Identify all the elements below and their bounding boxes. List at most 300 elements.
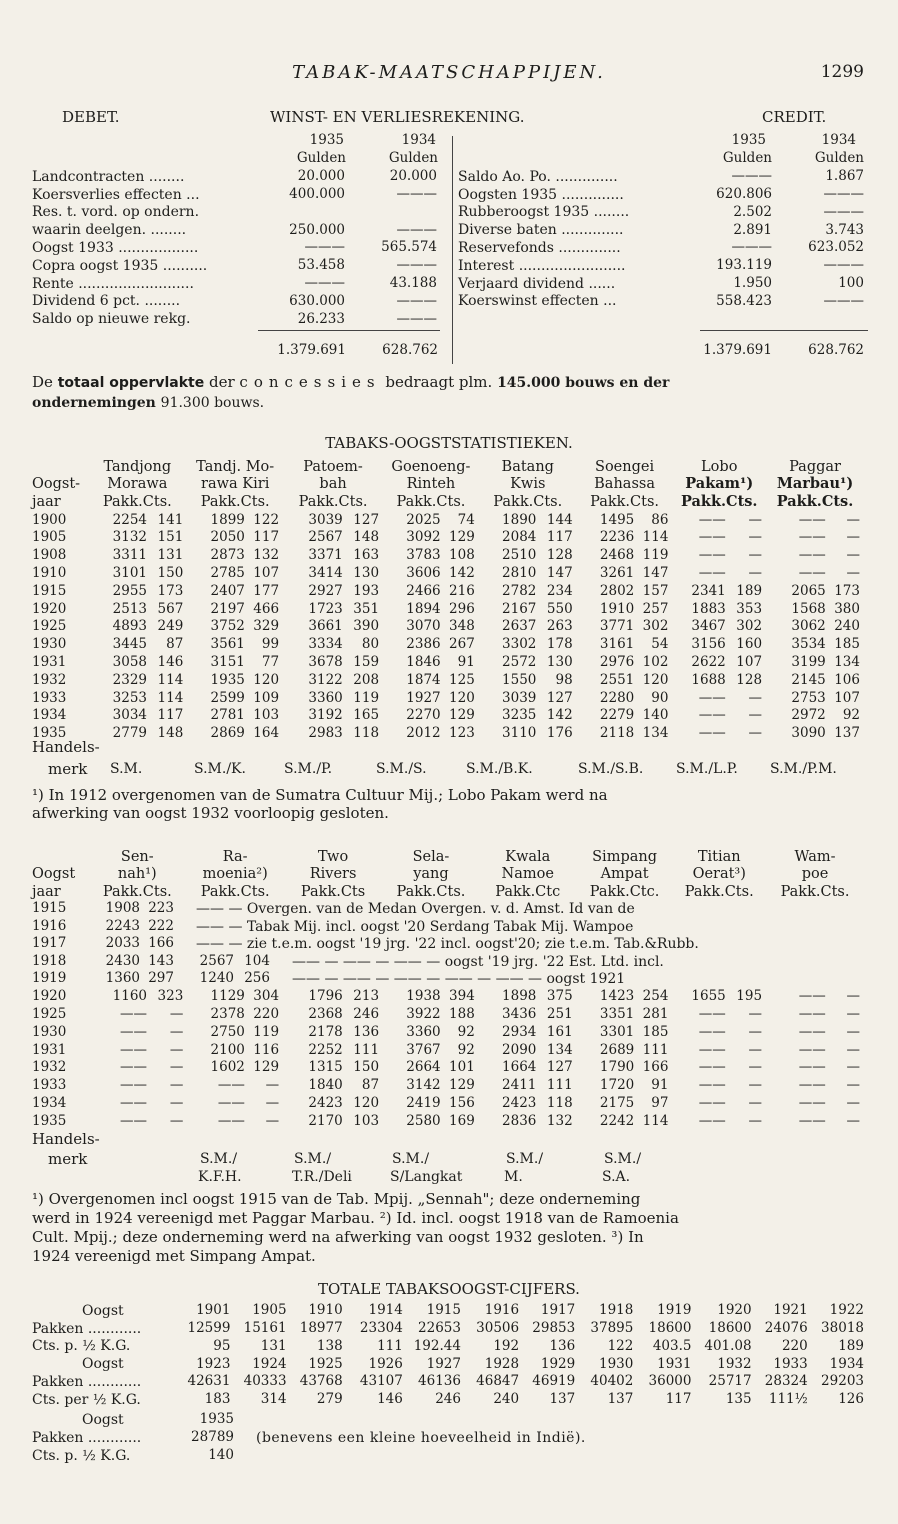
stats2-value: 2689: [599, 1041, 635, 1058]
stats1-value: 3092: [406, 529, 441, 546]
stats1-value: 2599: [210, 689, 245, 706]
stats1-header-cell: Marbau¹): [776, 475, 854, 493]
credit-amount-1935: 558.423: [716, 292, 772, 309]
stats2-value: 246: [353, 1005, 380, 1022]
totals-value: 40333: [243, 1373, 287, 1390]
stats2-value: 1796: [308, 988, 343, 1005]
stats1-value: ——: [698, 547, 726, 564]
stats1-value: 2050: [210, 529, 245, 546]
stats2-value: 129: [253, 1059, 280, 1076]
debet-label: Res. t. vord. op ondern.: [32, 204, 200, 221]
totals-value: 1925: [308, 1355, 343, 1372]
stats2-header-row: [32, 884, 864, 902]
stats1-value: 2197: [210, 600, 245, 617]
stats1-year-row: [32, 672, 864, 690]
stats2-value: —: [846, 1094, 860, 1111]
stats1-header-cell: Patoem-: [303, 458, 363, 475]
totals-value: 126: [838, 1391, 864, 1408]
totals-value: 1916: [484, 1302, 520, 1319]
totals-value: 131: [260, 1337, 287, 1354]
debet-amount-1935: ———: [304, 274, 345, 291]
credit-amount-1935: 620.806: [716, 185, 772, 202]
totals-value: 189: [838, 1337, 864, 1354]
stats1-value: 3445: [112, 636, 148, 653]
stats2-value: 166: [642, 1059, 669, 1076]
stats2-value: 1790: [599, 1059, 635, 1076]
stats1-header-cell: Oogst-: [32, 476, 81, 493]
stats1-value: 2927: [308, 582, 343, 599]
stats2-year: 1920: [32, 988, 67, 1005]
stats1-note-2: afwerking van oogst 1932 voorloopig gesloten.: [32, 804, 389, 822]
right-unit-1: Gulden: [722, 150, 772, 166]
stats1-value: —: [748, 689, 763, 706]
totals-value: 43107: [359, 1373, 403, 1390]
debet-label: Dividend 6 pct. ........: [32, 293, 181, 310]
stats2-year-row: [32, 1113, 864, 1131]
totals-value: 401.08: [704, 1337, 752, 1354]
totals-value: 18600: [708, 1319, 752, 1336]
stats2-header-cell: Pakk.Cts.: [780, 884, 850, 901]
stats1-value: 148: [157, 725, 184, 742]
stats2-header-cell: Rivers: [309, 866, 357, 883]
debet-amount-1934: ———: [396, 310, 437, 327]
stats1-value: 119: [642, 547, 669, 564]
debet-row: [32, 310, 437, 328]
stats1-handelsmerk-label-2: merk: [48, 760, 88, 778]
stats1-value: 2622: [691, 653, 726, 670]
stats2-value: 134: [546, 1041, 573, 1058]
stats1-value: 114: [642, 529, 669, 546]
credit-label: Oogsten 1935 ..............: [458, 186, 624, 203]
stats1-header-cell: Pakk.Cts.: [776, 493, 854, 511]
debet-label: Rente ..........................: [32, 275, 194, 292]
stats1-header-cell: Kwis: [510, 476, 546, 493]
stats2-special-pakken-2: 2567: [199, 952, 234, 969]
stats1-year-row: [32, 725, 864, 743]
stats1-value: 2084: [502, 529, 537, 546]
stats1-note-1: ¹) In 1912 overgenomen van de Sumatra Cultuur Mij.; Lobo Pakam werd na: [32, 786, 608, 804]
totals-value: 135: [725, 1391, 752, 1408]
stats1-value: 177: [253, 582, 280, 599]
stats1-value: 119: [353, 689, 380, 706]
credit-heading: CREDIT.: [762, 108, 827, 126]
stats1-year: 1905: [32, 529, 67, 546]
stats1-title: TABAKS-OOGSTSTATISTIEKEN.: [325, 434, 573, 452]
stats1-trademark: S.M./P.M.: [770, 761, 837, 777]
totals-value: 1929: [540, 1355, 576, 1372]
stats2-special-year: 1919: [32, 970, 67, 987]
stats1-year-row: [32, 600, 864, 618]
stats1-value: 2466: [406, 582, 441, 599]
credit-amount-1934: ———: [823, 292, 864, 309]
totals-row: [32, 1391, 864, 1409]
totals-oogst-1935-label: Oogst: [82, 1412, 124, 1428]
stats1-value: 380: [834, 600, 860, 617]
stats2-header-cell: Namoe: [501, 866, 554, 883]
page-header: [0, 62, 898, 86]
debet-amount-1934: ———: [396, 292, 437, 309]
stats1-value: 1846: [406, 653, 441, 670]
totals-value: 38018: [821, 1319, 864, 1336]
credit-row: [458, 168, 864, 186]
credit-label: Verjaard dividend ......: [458, 275, 616, 292]
stats2-value: 185: [642, 1023, 669, 1040]
debet-amount-1935: 26.233: [297, 310, 345, 327]
stats1-trademark: S.M./B.K.: [466, 761, 533, 777]
stats2-value: 1602: [210, 1059, 245, 1076]
stats1-value: 2873: [210, 547, 245, 564]
stats2-year: 1935: [32, 1112, 67, 1129]
pl-divider: [452, 136, 453, 364]
stats1-header-cell: Soengei: [595, 458, 655, 475]
stats2-special-pakken-2: 1240: [199, 970, 234, 987]
stats2-header-cell: Pakk.Cts.: [396, 884, 466, 901]
stats1-value: 129: [449, 707, 475, 724]
stats2-year: 1932: [32, 1059, 67, 1076]
debet-label: Copra oogst 1935 ..........: [32, 257, 208, 274]
area-amount: 145.000 bouws en der: [497, 375, 670, 391]
stats1-value: 193: [353, 582, 380, 599]
stats2-value: 1423: [599, 988, 635, 1005]
stats1-value: 267: [449, 636, 475, 653]
stats2-year-row: [32, 1059, 864, 1077]
totals-value: 137: [607, 1391, 634, 1408]
stats1-value: 3235: [502, 707, 537, 724]
stats2-value: 2664: [406, 1059, 441, 1076]
stats1-handelsmerk-label-1: Handels-: [32, 738, 100, 756]
stats2-value: 254: [642, 988, 669, 1005]
stats1-header-cell: Goenoeng-: [391, 458, 471, 475]
stats2-value: 1720: [599, 1077, 635, 1094]
stats1-value: 1927: [406, 689, 441, 706]
debet-amount-1934: ———: [396, 185, 437, 202]
stats2-value: —: [169, 1005, 184, 1022]
stats1-value: ——: [798, 547, 826, 564]
stats1-value: 80: [361, 636, 380, 653]
totals-value: 1920: [717, 1302, 752, 1319]
totals-cts-1935-label: Cts. p. ½ K.G.: [32, 1448, 131, 1464]
credit-amount-1934: ———: [823, 203, 864, 220]
stats2-value: 2423: [502, 1094, 537, 1111]
stats2-value: ——: [798, 1059, 826, 1076]
stats1-value: 87: [166, 636, 184, 653]
stats1-year: 1935: [32, 725, 67, 742]
stats1-value: 3058: [112, 653, 148, 670]
stats1-value: 150: [157, 564, 184, 581]
totals-value: 1919: [657, 1302, 692, 1319]
stats2-value: —: [846, 1059, 860, 1076]
credit-amount-1935: 1.950: [733, 274, 772, 291]
totals-label: Oogst: [82, 1302, 124, 1319]
stats1-year-row: [32, 689, 864, 707]
stats2-value: ——: [798, 1041, 826, 1058]
stats1-value: 128: [736, 671, 763, 688]
stats2-value: —: [265, 1094, 280, 1111]
stats1-value: ——: [698, 725, 726, 742]
stats1-header-cell: Pakk.Cts.: [590, 494, 660, 511]
credit-label: Reservefonds ..............: [458, 240, 621, 257]
stats1-value: 3311: [112, 547, 148, 564]
stats1-value: 106: [834, 671, 860, 688]
stats2-value: —: [748, 1094, 763, 1111]
stats1-trademark: S.M./L.P.: [676, 761, 738, 777]
stats2-value: —: [748, 1023, 763, 1040]
stats2-note-2: werd in 1924 vereenigd met Paggar Marbau. ²) Id. incl. oogst 1918 van de Ramoenia: [32, 1209, 679, 1227]
stats1-value: 257: [642, 600, 669, 617]
stats1-value: 240: [834, 618, 860, 635]
left-total-1935: 1.379.691: [277, 342, 346, 358]
stats1-value: 3334: [308, 636, 343, 653]
stats1-value: 263: [546, 618, 573, 635]
stats1-value: 90: [651, 689, 669, 706]
stats2-value: —: [748, 1077, 763, 1094]
right-total-1935: 1.379.691: [703, 342, 772, 358]
totals-value: 111½: [768, 1391, 808, 1408]
stats1-header-cell: rawa Kiri: [201, 476, 270, 493]
stats2-note-1: ¹) Overgenomen incl oogst 1915 van de Tab. Mpij. „Sennah"; deze onderneming: [32, 1190, 641, 1208]
stats1-value: 390: [353, 618, 380, 635]
stats2-year: 1930: [32, 1023, 67, 1040]
totals-value: 1918: [598, 1302, 634, 1319]
stats1-value: 3151: [210, 653, 245, 670]
stats2-value: 195: [736, 988, 763, 1005]
stats1-header-cell: Paggar: [789, 458, 841, 475]
area-ondernemingen: ondernemingen: [32, 395, 156, 411]
stats2-header-cell: Titian: [697, 848, 741, 865]
stats1-year: 1932: [32, 671, 67, 688]
stats2-value: 2175: [599, 1094, 635, 1111]
stats1-value: 173: [157, 582, 184, 599]
stats1-header-cell: Pakam¹): [685, 475, 754, 493]
stats2-value: 3142: [406, 1077, 441, 1094]
stats1-value: 157: [642, 582, 669, 599]
debet-amount-1934: 43.188: [389, 274, 437, 291]
stats2-special-text: —— — —— — —— — —— — —— — oogst 1921: [292, 971, 626, 988]
totals-row: [32, 1355, 864, 1373]
totals-cts-1935: 140: [208, 1447, 234, 1463]
stats2-special-cts: 297: [148, 970, 174, 987]
area-spaced-word: concessies: [239, 373, 381, 391]
stats2-header-cell: Pakk.Ctc.: [589, 884, 660, 901]
totals-value: 46847: [476, 1373, 520, 1390]
stats1-year: 1908: [32, 547, 67, 564]
stats2-value: 136: [353, 1023, 380, 1040]
stats1-value: 2468: [599, 547, 635, 564]
stats2-trademark-line-1: S.M./: [506, 1151, 544, 1167]
stats1-value: 3771: [599, 618, 635, 635]
stats2-value: 101: [449, 1059, 475, 1076]
stats1-value: 2407: [210, 582, 245, 599]
stats2-special-pakken: 2033: [105, 935, 140, 952]
stats1-year-row: [32, 511, 864, 529]
totals-value: 28324: [764, 1373, 808, 1390]
stats2-handelsmerk-label-1: Handels-: [32, 1130, 100, 1148]
stats1-value: 3302: [502, 636, 537, 653]
totals-value: 25717: [708, 1373, 752, 1390]
stats1-value: 120: [449, 689, 475, 706]
stats2-value: ——: [217, 1112, 245, 1129]
stats2-value: 2378: [210, 1005, 245, 1022]
totals-value: 24076: [764, 1319, 808, 1336]
stats1-value: 3467: [691, 618, 726, 635]
stats1-value: 2270: [406, 707, 441, 724]
totals-value: 1922: [829, 1302, 864, 1319]
totals-oogst-1935: 1935: [199, 1411, 234, 1427]
stats1-value: 1550: [502, 671, 537, 688]
credit-amount-1935: 193.119: [716, 257, 772, 274]
right-year-2: 1934: [821, 132, 856, 148]
stats1-value: 141: [157, 511, 184, 528]
stats1-value: 2869: [210, 725, 245, 742]
debet-amount-1935: ———: [304, 239, 345, 256]
stats2-special-pakken: 1908: [105, 900, 140, 916]
stats2-value: ——: [798, 1112, 826, 1129]
stats1-value: ——: [698, 689, 726, 706]
stats2-header-cell: yang: [413, 866, 449, 883]
totals-value: 29853: [532, 1319, 576, 1336]
stats2-value: 2934: [502, 1023, 537, 1040]
stats1-value: 131: [157, 547, 184, 564]
stats1-value: 3783: [406, 547, 441, 564]
stats1-value: 1688: [691, 671, 726, 688]
stats1-value: 2025: [406, 511, 441, 528]
stats2-value: —: [846, 988, 860, 1005]
debet-row: [32, 204, 437, 222]
stats2-year: 1933: [32, 1077, 67, 1094]
stats1-value: 3070: [406, 618, 441, 635]
stats1-value: 176: [546, 725, 573, 742]
stats1-value: 3039: [308, 511, 343, 528]
credit-amount-1935: 2.502: [733, 203, 772, 220]
stats1-trademark: S.M./K.: [194, 761, 246, 777]
stats2-table: [32, 848, 864, 901]
stats1-value: 2810: [502, 564, 537, 581]
stats2-value: 188: [449, 1005, 475, 1022]
totals-value: 1901: [196, 1302, 231, 1319]
stats1-value: 125: [449, 671, 475, 688]
stats1-value: 2802: [599, 582, 635, 599]
stats1-value: 3360: [308, 689, 343, 706]
stats1-header-cell: Tandjong: [103, 458, 172, 475]
stats1-year-row: [32, 583, 864, 601]
totals-label: Cts. per ½ K.G.: [32, 1391, 141, 1408]
debet-label: waarin deelgen. ........: [32, 222, 187, 239]
stats2-value: 2836: [502, 1112, 537, 1129]
credit-amount-1934: ———: [823, 185, 864, 202]
stats1-year-row: [32, 547, 864, 565]
totals-pakken-1935-label: Pakken ............: [32, 1430, 142, 1446]
stats1-value: 3156: [691, 636, 726, 653]
totals-value: 1915: [426, 1302, 461, 1319]
stats2-header-cell: jaar: [32, 884, 61, 901]
stats2-value: ——: [798, 1023, 826, 1040]
stats2-value: ——: [698, 1041, 726, 1058]
totals-value: 1917: [540, 1302, 576, 1319]
stats2-value: —: [169, 1059, 184, 1076]
stats1-value: 3534: [791, 636, 826, 653]
credit-row: [458, 275, 864, 293]
debet-row: [32, 221, 437, 239]
stats2-value: 3922: [406, 1005, 441, 1022]
credit-amount-1934: 100: [838, 274, 864, 291]
totals-value: 1932: [717, 1355, 752, 1372]
stats1-value: 2779: [112, 725, 148, 742]
stats1-value: 99: [261, 636, 280, 653]
debet-label: Koersverlies effecten ...: [32, 186, 200, 203]
right-unit-2: Gulden: [814, 150, 864, 166]
debet-row: [32, 293, 437, 311]
stats1-value: 3034: [112, 707, 148, 724]
stats1-value: 146: [157, 653, 184, 670]
debet-amount-1935: 630.000: [289, 292, 345, 309]
stats2-value: 3436: [502, 1005, 537, 1022]
stats2-value: 103: [353, 1112, 380, 1129]
stats1-value: 134: [642, 725, 669, 742]
stats2-special-cts: 166: [148, 935, 174, 952]
stats2-value: —: [748, 1005, 763, 1022]
totals-value: 1924: [252, 1355, 287, 1372]
stats2-value: —: [748, 1041, 763, 1058]
debet-label: Oogst 1933 ..................: [32, 240, 199, 257]
debet-row: [32, 275, 437, 293]
totals-label: Pakken ............: [32, 1374, 142, 1391]
stats2-value: 1898: [502, 988, 537, 1005]
stats1-value: 128: [546, 547, 573, 564]
stats2-year: 1931: [32, 1041, 67, 1058]
stats1-value: 142: [449, 564, 475, 581]
stats2-value: —: [265, 1112, 280, 1129]
stats2-value: 3767: [406, 1041, 441, 1058]
stats1-year-row: [32, 618, 864, 636]
totals-value: 137: [549, 1391, 576, 1408]
stats1-header-row: [32, 476, 864, 494]
left-total-1934: 628.762: [382, 342, 438, 358]
stats1-value: ——: [798, 564, 826, 581]
stats2-value: —: [846, 1077, 860, 1094]
stats1-value: 117: [546, 529, 573, 546]
stats2-value: —: [846, 1005, 860, 1022]
stats1-value: 122: [253, 511, 280, 528]
totals-value: 1930: [598, 1355, 634, 1372]
left-unit-1: Gulden: [296, 150, 346, 166]
stats1-value: 466: [253, 600, 280, 617]
debet-row: [32, 186, 437, 204]
credit-label: Diverse baten ..............: [458, 222, 624, 239]
stats1-header-cell: Tandj. Mo-: [196, 458, 275, 475]
credit-row: [458, 186, 864, 204]
stats2-special-text: —— — zie t.e.m. oogst '19 jrg. '22 incl. oogst'20; zie t.e.m. Tab.&Rubb.: [196, 936, 699, 953]
stats2-note-4: 1924 vereenigd met Simpang Ampat.: [32, 1247, 316, 1265]
stats1-value: 117: [253, 529, 280, 546]
stats1-value: 129: [449, 529, 475, 546]
stats2-value: ——: [120, 1059, 148, 1076]
area-word-der: der: [208, 373, 235, 391]
page-number: 1299: [820, 62, 864, 82]
debet-label: Saldo op nieuwe rekg.: [32, 311, 191, 328]
stats1-value: 1723: [308, 600, 343, 617]
stats2-value: ——: [120, 1094, 148, 1111]
stats1-value: 160: [736, 636, 763, 653]
totals-value: 183: [204, 1391, 231, 1408]
stats1-value: 189: [736, 582, 763, 599]
stats1-value: ——: [698, 707, 726, 724]
stats2-value: 2170: [308, 1112, 343, 1129]
stats2-year: 1925: [32, 1005, 67, 1022]
stats1-year-row: [32, 707, 864, 725]
credit-amount-1935: ———: [731, 239, 772, 256]
stats1-value: 3062: [791, 618, 826, 635]
stats1-value: 159: [353, 653, 380, 670]
